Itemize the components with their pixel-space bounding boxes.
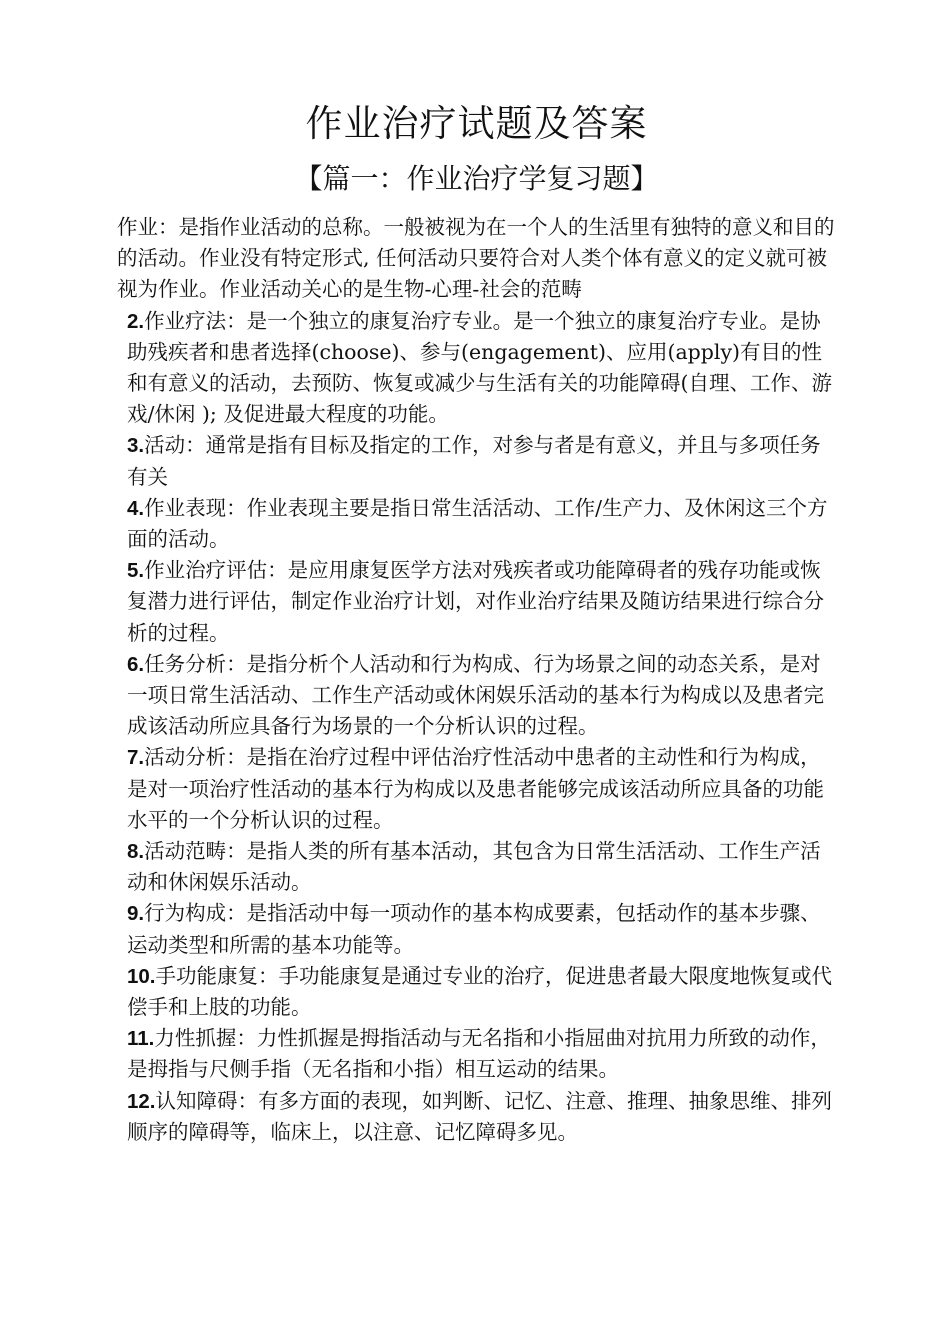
paragraph-12 — [117, 1086, 836, 1148]
paragraph-number: 10. — [127, 964, 156, 988]
paragraph-2 — [117, 306, 836, 431]
paragraph-number: 7. — [127, 746, 145, 770]
paragraph-4 — [117, 493, 836, 555]
paragraph-number: 11. — [127, 1027, 155, 1051]
paragraph-3 — [117, 430, 836, 492]
paragraph-text: 活动分析：是指在治疗过程中评估治疗性活动中患者的主动性和行为构成，是对一项治疗性活动的基本行为构成以及患者能够完成该活动所应具备的功能水平的一个分析认识的过程。 — [127, 745, 824, 832]
paragraph-number: 5. — [127, 559, 145, 583]
paragraph-6 — [117, 649, 836, 743]
paragraph-number: 3. — [127, 434, 145, 458]
paragraph-text: 活动范畴：是指人类的所有基本活动，其包含为日常生活活动、工作生产活动和休闲娱乐活动。 — [127, 839, 821, 895]
paragraph-5 — [117, 555, 836, 649]
paragraph-text: 作业：是指作业活动的总称。一般被视为在一个人的生活里有独特的意义和目的的活动。作业没有特定形式, 任何活动只要符合对人类个体有意义的定义就可被视为作业。作业活动关心的是生物-心理-社会的范畴 — [117, 215, 835, 302]
paragraph-text: 行为构成：是指活动中每一项动作的基本构成要素，包括动作的基本步骤、运动类型和所需的基本功能等。 — [127, 901, 821, 957]
paragraph-text: 手功能康复：手功能康复是通过专业的治疗，促进患者最大限度地恢复或代偿手和上肢的功能。 — [127, 963, 832, 1020]
document-body — [117, 212, 836, 1148]
document-subtitle: 【篇一：作业治疗学复习题】 — [294, 162, 659, 195]
paragraph-number: 4. — [127, 496, 145, 520]
paragraph-10 — [117, 961, 836, 1023]
paragraph-text: 认知障碍：有多方面的表现，如判断、记忆、注意、推理、抽象思维、排列顺序的障碍等，临床上，以注意、记忆障碍多见。 — [127, 1088, 832, 1144]
paragraph-text: 作业治疗评估：是应用康复医学方法对残疾者或功能障碍者的残存功能或恢复潜力进行评估，制定作业治疗计划，对作业治疗结果及随访结果进行综合分析的过程。 — [127, 558, 824, 645]
paragraph-number: 6. — [127, 652, 145, 676]
paragraph-number: 2. — [127, 309, 145, 333]
paragraph-8 — [117, 836, 836, 898]
paragraph-7 — [117, 742, 836, 836]
paragraph-number: 9. — [127, 902, 145, 926]
paragraph-number: 12. — [127, 1089, 156, 1113]
paragraph-9 — [117, 898, 836, 960]
paragraph-number: 8. — [127, 840, 145, 864]
document-title: 作业治疗试题及答案 — [305, 102, 648, 145]
paragraph-text: 力性抓握：力性抓握是拇指活动与无名指和小指屈曲对抗用力所致的动作，是拇指与尺侧手指（无名指和小指）相互运动的结果。 — [127, 1026, 831, 1082]
paragraph-1 — [117, 212, 836, 306]
paragraph-text: 活动：通常是指有目标及指定的工作，对参与者是有意义，并且与多项任务有关 — [127, 433, 821, 489]
paragraph-11 — [117, 1023, 836, 1085]
paragraph-text: 作业疗法：是一个独立的康复治疗专业。是一个独立的康复治疗专业。是协助残疾者和患者选择(choose)、参与(engagement)、应用(apply)有目的性和有意义的活动，去预防、恢复或减少与生活有关的功能障碍(自理、工作、游戏/休闲 ); 及促进最大程度的功能。 — [127, 308, 832, 427]
paragraph-text: 作业表现：作业表现主要是指日常生活活动、工作/生产力、及休闲这三个方面的活动。 — [127, 495, 828, 552]
paragraph-text: 任务分析：是指分析个人活动和行为构成、行为场景之间的动态关系，是对一项日常生活活动、工作生产活动或休闲娱乐活动的基本行为构成以及患者完成该活动所应具备行为场景的一个分析认识的过程。 — [127, 651, 824, 739]
